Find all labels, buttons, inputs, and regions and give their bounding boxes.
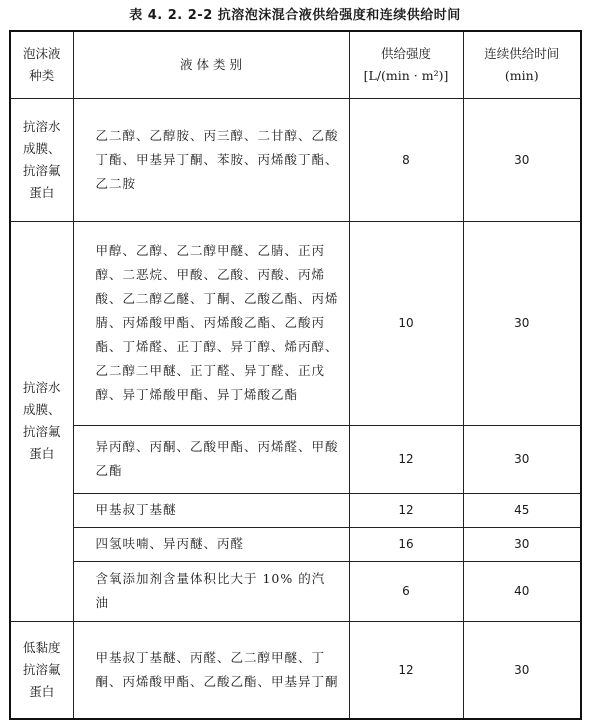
header-foam-type-line1: 泡沫液: [22, 46, 61, 62]
table-title: 表 4. 2. 2-2 抗溶泡沫混合液供给强度和连续供给时间: [129, 8, 461, 23]
foam-type-line: 蛋白: [29, 185, 55, 201]
supply-time-cell: 45: [463, 493, 581, 527]
supply-intensity-cell: 12: [349, 621, 463, 719]
supply-time-cell: 30: [463, 621, 581, 719]
liquid-category-cell: 甲醇、乙醇、乙二醇甲醚、乙腈、正丙醇、二恶烷、甲酸、乙酸、丙酸、丙烯酸、乙二醇乙醚、丁酮、乙酸乙酯、丙烯腈、丙烯酸甲酯、丙烯酸乙酯、乙酸丙酯、丁烯醛、正丁醇、异丁醇、烯丙醇、乙二醇二甲醚、正丁醛、异丁醛、正戊醇、异丁烯酸甲酯、异丁烯酸乙酯: [73, 222, 349, 426]
header-time-unit: (min): [504, 68, 539, 84]
supply-time-cell: 30: [463, 99, 581, 222]
supply-intensity-cell: 8: [349, 99, 463, 222]
header-foam-type-line2: 种类: [29, 68, 55, 84]
foam-type-cell: [10, 222, 73, 622]
table-row: [10, 425, 581, 493]
foam-type-line: 成膜、: [22, 402, 61, 418]
header-foam-type: [10, 31, 73, 99]
supply-intensity-cell: 12: [349, 425, 463, 493]
foam-type-line: 成膜、: [22, 141, 61, 157]
supply-table: [9, 30, 582, 720]
header-intensity-line1: 供给强度: [380, 46, 431, 62]
supply-intensity-cell: 12: [349, 493, 463, 527]
foam-type-line: 蛋白: [29, 446, 55, 462]
header-liquid-category: 液 体 类 别: [73, 31, 349, 99]
foam-type-line: 抗溶氟: [22, 424, 61, 440]
liquid-category-cell: 乙二醇、乙醇胺、丙三醇、二甘醇、乙酸丁酯、甲基异丁酮、苯胺、丙烯酸丁酯、乙二胺: [73, 99, 349, 222]
supply-intensity-cell: 6: [349, 561, 463, 621]
foam-type-line: 蛋白: [29, 683, 55, 699]
foam-type-line: 抗溶水: [22, 119, 61, 135]
liquid-category-cell: 四氢呋喃、异丙醚、丙醛: [73, 527, 349, 561]
supply-time-cell: 40: [463, 561, 581, 621]
header-supply-intensity: [349, 31, 463, 99]
table-row: [10, 621, 581, 719]
foam-type-line: 抗溶水: [22, 380, 61, 396]
supply-time-cell: 30: [463, 527, 581, 561]
foam-type-cell: [10, 99, 73, 222]
liquid-category-cell: 甲基叔丁基醚、丙醛、乙二醇甲醚、丁酮、丙烯酸甲酯、乙酸乙酯、甲基异丁酮: [73, 621, 349, 719]
table-row: [10, 561, 581, 621]
foam-type-line: 抗溶氟: [22, 163, 61, 179]
liquid-category-cell: 含氧添加剂含量体积比大于 10% 的汽油: [73, 561, 349, 621]
foam-type-cell: [10, 621, 73, 719]
foam-type-line: 低黏度: [22, 639, 61, 655]
table-row: [10, 222, 581, 426]
supply-intensity-cell: 16: [349, 527, 463, 561]
table-row: [10, 527, 581, 561]
supply-time-cell: 30: [463, 425, 581, 493]
table-row: [10, 493, 581, 527]
foam-type-line: 抗溶氟: [22, 661, 61, 677]
table-row: [10, 99, 581, 222]
table-header-row: [10, 31, 581, 99]
supply-time-cell: 30: [463, 222, 581, 426]
header-intensity-unit: [L/(min · m²)]: [363, 68, 449, 84]
header-supply-time: [463, 31, 581, 99]
liquid-category-cell: 甲基叔丁基醚: [73, 493, 349, 527]
liquid-category-cell: 异丙醇、丙酮、乙酸甲酯、丙烯醛、甲酸乙酯: [73, 425, 349, 493]
header-time-line1: 连续供给时间: [484, 46, 560, 62]
supply-intensity-cell: 10: [349, 222, 463, 426]
